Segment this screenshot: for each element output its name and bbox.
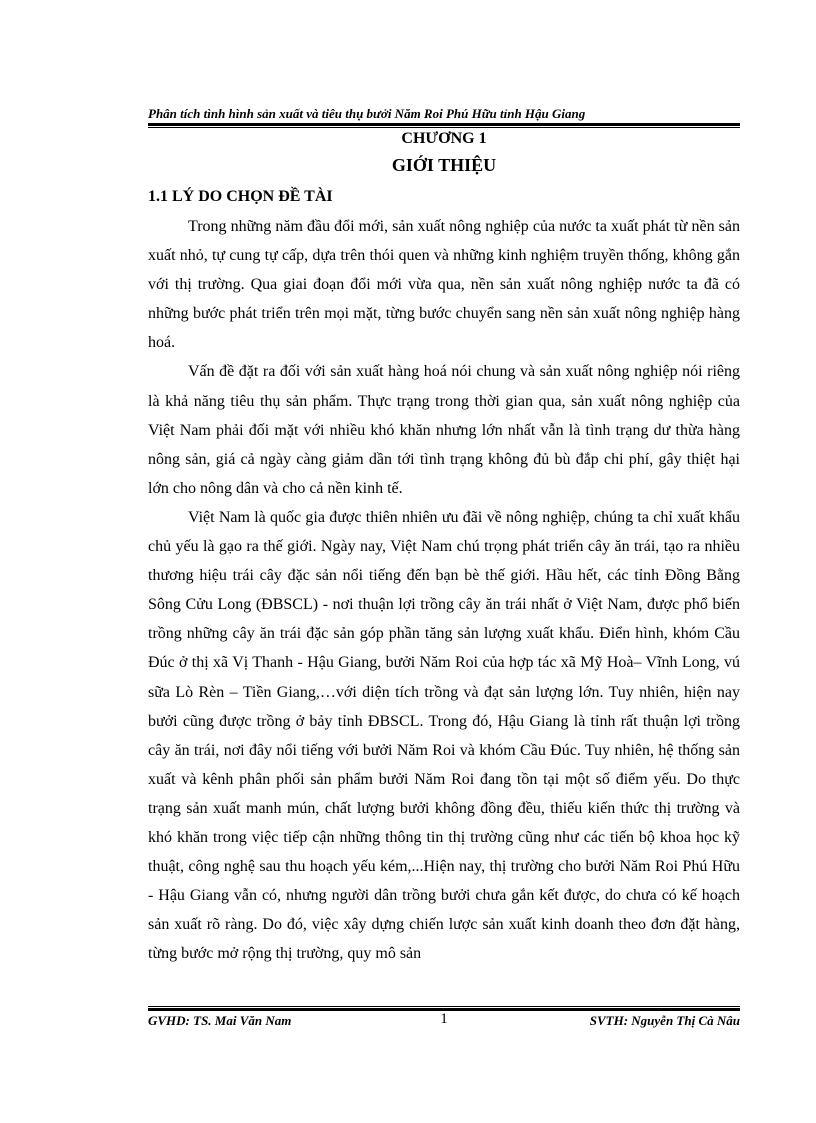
page-footer	[148, 1013, 740, 1033]
running-header: Phân tích tình hình sản xuất và tiêu thụ bưởi Năm Roi Phú Hữu tỉnh Hậu Giang	[148, 106, 586, 121]
chapter-number: CHƯƠNG 1	[401, 130, 487, 147]
paragraph: Trong những năm đầu đổi mới, sản xuất nông nghiệp của nước ta xuất phát từ nền sản xuất nhỏ, tự cung tự cấp, dựa trên thói quen và những kinh nghiệm truyền thống, không gắn với thị trường. Qua giai đoạn đổi mới vừa qua, nền sản xuất nông nghiệp nước ta đã có những bước phát triển trên mọi mặt, từng bước chuyển sang nền sản xuất nông nghiệp hàng hoá.	[148, 218, 740, 352]
footer-student: SVTH: Nguyễn Thị Cà Nâu	[589, 1013, 740, 1028]
paragraph: Việt Nam là quốc gia được thiên nhiên ưu đãi về nông nghiệp, chúng ta chỉ xuất khẩu chủ yếu là gạo ra thế giới. Ngày nay, Việt Nam chú trọng phát triển cây ăn trái, tạo ra nhiều thương hiệu trái cây đặc sản nổi tiếng đến bạn bè thế giới. Hầu hết, các tỉnh Đồng Bằng Sông Cửu Long (ĐBSCL) - nơi thuận lợi trồng cây ăn trái nhất ở Việt Nam, được phổ biến trồng những cây ăn trái đặc sản góp phần tăng sản lượng xuất khẩu. Điển hình, khóm Cầu Đúc ở thị xã Vị Thanh - Hậu Giang, bưởi Năm Roi của hợp tác xã Mỹ Hoà– Vĩnh Long, vú sữa Lò Rèn – Tiền Giang,…với diện tích trồng và đạt sản lượng lớn. Tuy nhiên, hiện nay bưởi cũng được trồng ở bảy tỉnh ĐBSCL. Trong đó, Hậu Giang là tỉnh rất thuận lợi trồng cây ăn trái, nơi đây nổi tiếng với bưởi Năm Roi và khóm Cầu Đúc. Tuy nhiên, hệ thống sản xuất và kênh phân phối sản phẩm bưởi Năm Roi đang tồn tại một số điểm yếu. Do thực trạng sản xuất manh mún, chất lượng bưởi không đồng đều, thiếu kiến thức thị trường và khó khăn trong việc tiếp cận những thông tin thị trường cũng như các tiến bộ khoa học kỹ thuật, công nghệ sau thu hoạch yếu kém,...Hiện nay, thị trường cho bưởi Năm Roi Phú Hữu - Hậu Giang vẫn có, nhưng người dân trồng bưởi chưa gắn kết được, do chưa có kế hoạch sản xuất rõ ràng. Do đó, việc xây dựng chiến lược sản xuất kinh doanh theo đơn đặt hàng, từng bước mở rộng thị trường, quy mô sản	[148, 508, 740, 963]
header-rule	[148, 123, 740, 128]
section-heading: 1.1 LÝ DO CHỌN ĐỀ TÀI	[148, 188, 333, 205]
paragraph: Vấn đề đặt ra đối với sản xuất hàng hoá nói chung và sản xuất nông nghiệp nói riêng là khả năng tiêu thụ sản phẩm. Thực trạng trong thời gian qua, sản xuất nông nghiệp của Việt Nam phải đối mặt với nhiều khó khăn nhưng lớn nhất vẫn là tình trạng dư thừa hàng nông sản, giá cả ngày càng giảm dần tới tình trạng không đủ bù đắp chi phí, gây thiệt hại lớn cho nông dân và cho cả nền kinh tế.	[148, 363, 740, 497]
footer-advisor: GVHD: TS. Mai Văn Nam	[148, 1013, 292, 1028]
body-text	[148, 212, 740, 968]
chapter-title: GIỚI THIỆU	[391, 155, 497, 175]
page-number: 1	[440, 1011, 448, 1027]
